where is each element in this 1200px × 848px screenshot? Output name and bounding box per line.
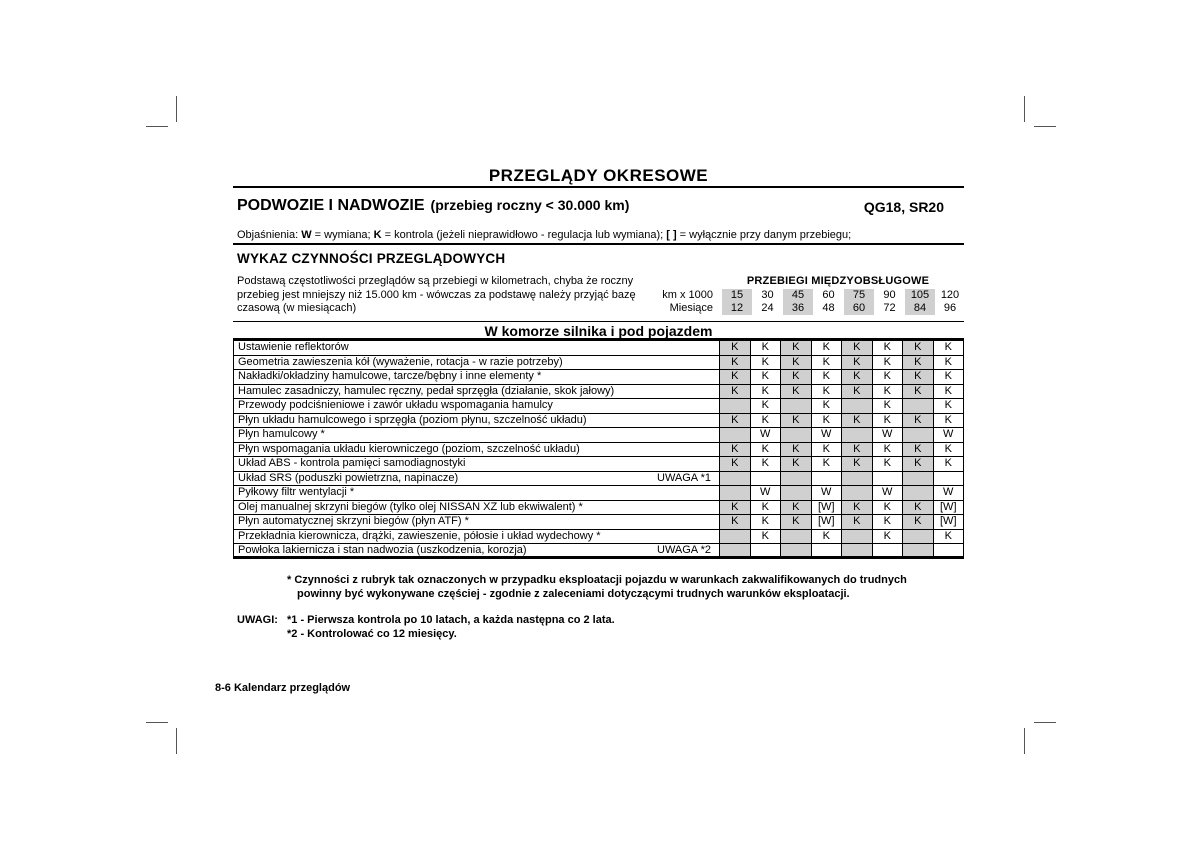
- interval-cell: [903, 428, 934, 443]
- km-value: 120: [940, 289, 960, 301]
- interval-cell: K: [811, 384, 842, 399]
- interval-cell: K: [872, 355, 903, 370]
- interval-cell: K: [933, 370, 964, 385]
- interval-cell: K: [781, 355, 812, 370]
- intro-text: Podstawą częstotliwości przeglądów są przebiegi w kilometrach, chyba że roczny przebieg jest mniejszy niż 15.000 km - wówczas za podstawę należy przyjąć bazę czasową (w miesiącach): [237, 275, 636, 314]
- note-2: *2 - Kontrolować co 12 miesięcy.: [287, 628, 457, 640]
- interval-cell: K: [750, 355, 781, 370]
- crop-mark: [1034, 722, 1056, 723]
- table-row: [234, 442, 964, 457]
- task-label: Płyn układu hamulcowego i sprzęgła (poziom płynu, szczelność układu): [238, 413, 587, 426]
- interval-cell: [781, 399, 812, 414]
- interval-cell: K: [811, 399, 842, 414]
- interval-cell: W: [872, 486, 903, 501]
- interval-cell: [842, 486, 873, 501]
- task-label: Geometria zawieszenia kół (wyważenie, rotacja - w razie potrzeby): [238, 355, 563, 368]
- legend-bracket-key: [ ]: [666, 229, 677, 241]
- table-row: [234, 471, 964, 486]
- interval-cell: K: [781, 442, 812, 457]
- table-row: [234, 384, 964, 399]
- interval-cell: K: [781, 500, 812, 515]
- legend-k-text: = kontrola (jeżeli nieprawidłowo - regulacja lub wymiana);: [381, 229, 667, 241]
- legend-w-key: W: [301, 229, 312, 241]
- interval-cell: K: [750, 413, 781, 428]
- interval-cell: K: [750, 341, 781, 356]
- interval-cell: K: [750, 457, 781, 472]
- interval-cell: K: [750, 399, 781, 414]
- months-value: 36: [783, 302, 813, 315]
- task-note: UWAGA *1: [657, 471, 711, 484]
- interval-cell: K: [872, 500, 903, 515]
- interval-cell: K: [750, 500, 781, 515]
- months-row: [640, 302, 964, 315]
- interval-cell: K: [933, 442, 964, 457]
- interval-cell: [W]: [811, 515, 842, 530]
- interval-cell: K: [933, 529, 964, 544]
- interval-cell: K: [872, 515, 903, 530]
- interval-cell: K: [842, 370, 873, 385]
- interval-cell: K: [842, 442, 873, 457]
- interval-cell: K: [903, 341, 934, 356]
- legend-prefix: Objaśnienia:: [237, 229, 302, 241]
- interval-cell: K: [903, 370, 934, 385]
- interval-cell: W: [933, 486, 964, 501]
- interval-cell: K: [872, 370, 903, 385]
- interval-cell: K: [903, 442, 934, 457]
- interval-cell: [842, 471, 873, 486]
- task-cell: [234, 529, 720, 544]
- interval-cell: K: [720, 442, 751, 457]
- interval-cell: K: [933, 413, 964, 428]
- months-value: 48: [822, 302, 835, 314]
- interval-cell: W: [872, 428, 903, 443]
- interval-cell: [842, 529, 873, 544]
- task-label: Hamulec zasadniczy, hamulec ręczny, pedał sprzęgła (działanie, skok jałowy): [238, 384, 615, 397]
- task-cell: [234, 428, 720, 443]
- section-subtitle: (przebieg roczny < 30.000 km): [430, 197, 630, 213]
- km-value: 90: [883, 289, 896, 301]
- interval-cell: K: [720, 370, 751, 385]
- interval-cell: W: [750, 428, 781, 443]
- months-value: 96: [943, 302, 957, 314]
- task-cell: [234, 355, 720, 370]
- subsection-title: WYKAZ CZYNNOŚCI PRZEGLĄDOWYCH: [237, 251, 506, 266]
- table-row: [234, 413, 964, 428]
- table-row: [234, 399, 964, 414]
- interval-cell: K: [811, 370, 842, 385]
- interval-cell: K: [781, 341, 812, 356]
- interval-cell: K: [720, 384, 751, 399]
- interval-cell: K: [750, 384, 781, 399]
- task-label: Płyn automatycznej skrzyni biegów (płyn ATF) *: [238, 515, 469, 528]
- crop-mark: [146, 126, 168, 127]
- task-cell: [234, 370, 720, 385]
- table-row: [234, 515, 964, 530]
- interval-cell: [720, 399, 751, 414]
- interval-cell: [781, 486, 812, 501]
- interval-cell: K: [842, 341, 873, 356]
- interval-cell: K: [903, 413, 934, 428]
- interval-cell: K: [933, 341, 964, 356]
- months-value: 72: [883, 302, 896, 314]
- interval-cell: K: [872, 413, 903, 428]
- crop-mark: [1024, 728, 1025, 754]
- interval-cell: K: [872, 341, 903, 356]
- crop-mark: [1024, 96, 1025, 122]
- interval-cell: K: [781, 515, 812, 530]
- interval-cell: K: [933, 384, 964, 399]
- table-row: [234, 486, 964, 501]
- group-heading: W komorze silnika i pod pojazdem: [233, 321, 964, 340]
- task-cell: [234, 399, 720, 414]
- crop-mark: [1034, 126, 1056, 127]
- legend-bracket-text: = wyłącznie przy danym przebiegu;: [676, 229, 852, 241]
- interval-cell: K: [781, 370, 812, 385]
- interval-cell: K: [750, 529, 781, 544]
- footnote: [287, 573, 947, 601]
- interval-cell: [720, 471, 751, 486]
- interval-cell: W: [933, 428, 964, 443]
- table-row: [234, 355, 964, 370]
- task-cell: [234, 442, 720, 457]
- interval-cell: K: [842, 413, 873, 428]
- task-cell: [234, 384, 720, 399]
- interval-cell: K: [903, 384, 934, 399]
- note-1: *1 - Pierwsza kontrola po 10 latach, a każda następna co 2 lata.: [287, 614, 615, 626]
- table-row: [234, 428, 964, 443]
- interval-cell: K: [872, 457, 903, 472]
- interval-heading: PRZEBIEGI MIĘDZYOBSŁUGOWE: [746, 275, 930, 287]
- interval-cell: K: [842, 500, 873, 515]
- table-row: [234, 529, 964, 544]
- interval-cell: K: [872, 442, 903, 457]
- task-label: Płyn hamulcowy *: [238, 428, 325, 441]
- table-row: [234, 500, 964, 515]
- interval-cell: K: [903, 515, 934, 530]
- interval-cell: K: [842, 515, 873, 530]
- km-label: km x 1000: [662, 289, 713, 301]
- interval-cell: [903, 471, 934, 486]
- footnote-line: * Czynności z rubryk tak oznaczonych w przypadku eksploatacji pojazdu w warunkach zakwalifikowanych do trudnych: [287, 574, 907, 586]
- km-value: 60: [822, 289, 835, 301]
- interval-cell: [842, 428, 873, 443]
- km-value: 15: [722, 289, 752, 302]
- interval-cell: [781, 529, 812, 544]
- interval-cell: K: [842, 355, 873, 370]
- interval-cell: K: [720, 457, 751, 472]
- interval-cell: [781, 428, 812, 443]
- months-value: 24: [761, 302, 774, 314]
- task-label: Powłoka lakiernicza i stan nadwozia (uszkodzenia, korozja): [238, 544, 527, 557]
- interval-cell: [811, 471, 842, 486]
- interval-cell: [750, 471, 781, 486]
- interval-cell: [903, 529, 934, 544]
- interval-cell: K: [811, 355, 842, 370]
- task-label: Ustawienie reflektorów: [238, 341, 349, 354]
- legend-w-text: = wymiana;: [311, 229, 374, 241]
- interval-cell: K: [872, 529, 903, 544]
- km-value: 45: [783, 289, 813, 302]
- table-row: [234, 341, 964, 356]
- section-title-text: PODWOZIE I NADWOZIE: [237, 197, 425, 214]
- model-label: QG18, SR20: [863, 199, 944, 215]
- interval-cell: K: [811, 442, 842, 457]
- page-title: PRZEGLĄDY OKRESOWE: [488, 166, 709, 185]
- interval-cell: K: [720, 355, 751, 370]
- task-cell: [234, 341, 720, 356]
- km-value: 75: [844, 289, 874, 302]
- crop-mark: [146, 722, 168, 723]
- interval-cell: K: [720, 515, 751, 530]
- interval-cell: [872, 471, 903, 486]
- months-value: 60: [844, 302, 874, 315]
- crop-mark: [176, 728, 177, 754]
- crop-mark: [176, 96, 177, 122]
- interval-cell: [903, 486, 934, 501]
- interval-cell: K: [720, 341, 751, 356]
- task-cell: [234, 457, 720, 472]
- interval-cell: [W]: [933, 500, 964, 515]
- interval-cell: K: [781, 457, 812, 472]
- interval-cell: K: [933, 457, 964, 472]
- interval-cell: [720, 428, 751, 443]
- interval-cell: K: [750, 442, 781, 457]
- interval-cell: K: [903, 500, 934, 515]
- interval-cell: K: [720, 413, 751, 428]
- task-note: UWAGA *2: [657, 544, 711, 556]
- task-label: Pyłkowy filtr wentylacji *: [238, 486, 355, 499]
- maintenance-table: [233, 340, 964, 559]
- interval-cell: K: [811, 529, 842, 544]
- task-label: Przewody podciśnieniowe i zawór układu wspomagania hamulcy: [238, 399, 553, 412]
- interval-cell: [W]: [933, 515, 964, 530]
- months-label: Miesiące: [669, 302, 713, 314]
- interval-cell: K: [872, 399, 903, 414]
- interval-cell: K: [903, 355, 934, 370]
- legend: [237, 229, 851, 241]
- interval-cell: K: [903, 457, 934, 472]
- interval-cell: K: [781, 384, 812, 399]
- legend-k-key: K: [373, 229, 382, 241]
- interval-cell: K: [811, 413, 842, 428]
- interval-cell: [842, 399, 873, 414]
- task-cell: [234, 486, 720, 501]
- divider: [233, 243, 964, 245]
- task-label: Układ SRS (poduszki powietrzna, napinacze): [238, 471, 459, 484]
- months-value: 12: [722, 302, 752, 315]
- task-label: Przekładnia kierownicza, drążki, zawieszenie, półosie i układ wydechowy *: [238, 529, 601, 542]
- interval-cell: K: [933, 399, 964, 414]
- interval-cell: [720, 529, 751, 544]
- interval-cell: K: [750, 515, 781, 530]
- task-cell: [234, 471, 720, 486]
- divider: [233, 556, 964, 558]
- table-row: [234, 370, 964, 385]
- interval-cell: K: [933, 355, 964, 370]
- task-label: Układ ABS - kontrola pamięci samodiagnostyki: [238, 457, 466, 470]
- km-row: [640, 289, 964, 302]
- task-cell: [234, 515, 720, 530]
- task-cell: [234, 500, 720, 515]
- interval-cell: K: [872, 384, 903, 399]
- interval-cell: K: [811, 341, 842, 356]
- task-label: Płyn wspomagania układu kierowniczego (poziom, szczelność układu): [238, 442, 580, 455]
- task-label: Olej manualnej skrzyni biegów (tylko olej NISSAN XZ lub ekwiwalent) *: [238, 500, 583, 513]
- interval-cell: [903, 399, 934, 414]
- interval-cell: W: [750, 486, 781, 501]
- task-cell: [234, 413, 720, 428]
- interval-cell: [720, 486, 751, 501]
- interval-cell: K: [811, 457, 842, 472]
- km-value: 105: [905, 289, 935, 302]
- interval-cell: K: [720, 500, 751, 515]
- divider: [233, 186, 964, 188]
- interval-cell: K: [842, 457, 873, 472]
- interval-cell: W: [811, 428, 842, 443]
- interval-cell: [933, 471, 964, 486]
- interval-cell: W: [811, 486, 842, 501]
- task-label: Nakładki/okładziny hamulcowe, tarcze/bębny i inne elementy *: [238, 370, 542, 383]
- months-value: 84: [905, 302, 935, 315]
- interval-cell: [781, 471, 812, 486]
- interval-cell: K: [781, 413, 812, 428]
- interval-cell: K: [750, 370, 781, 385]
- km-value: 30: [761, 289, 774, 301]
- page-footer: 8-6 Kalendarz przeglądów: [215, 682, 351, 694]
- section-title: [237, 197, 629, 215]
- footnote-line: powinny być wykonywane częściej - zgodnie z zaleceniami dotyczącymi trudnych warunków eksploatacji.: [297, 588, 850, 600]
- notes-label: UWAGI:: [237, 614, 278, 626]
- interval-cell: [W]: [811, 500, 842, 515]
- interval-cell: K: [842, 384, 873, 399]
- table-row: [234, 457, 964, 472]
